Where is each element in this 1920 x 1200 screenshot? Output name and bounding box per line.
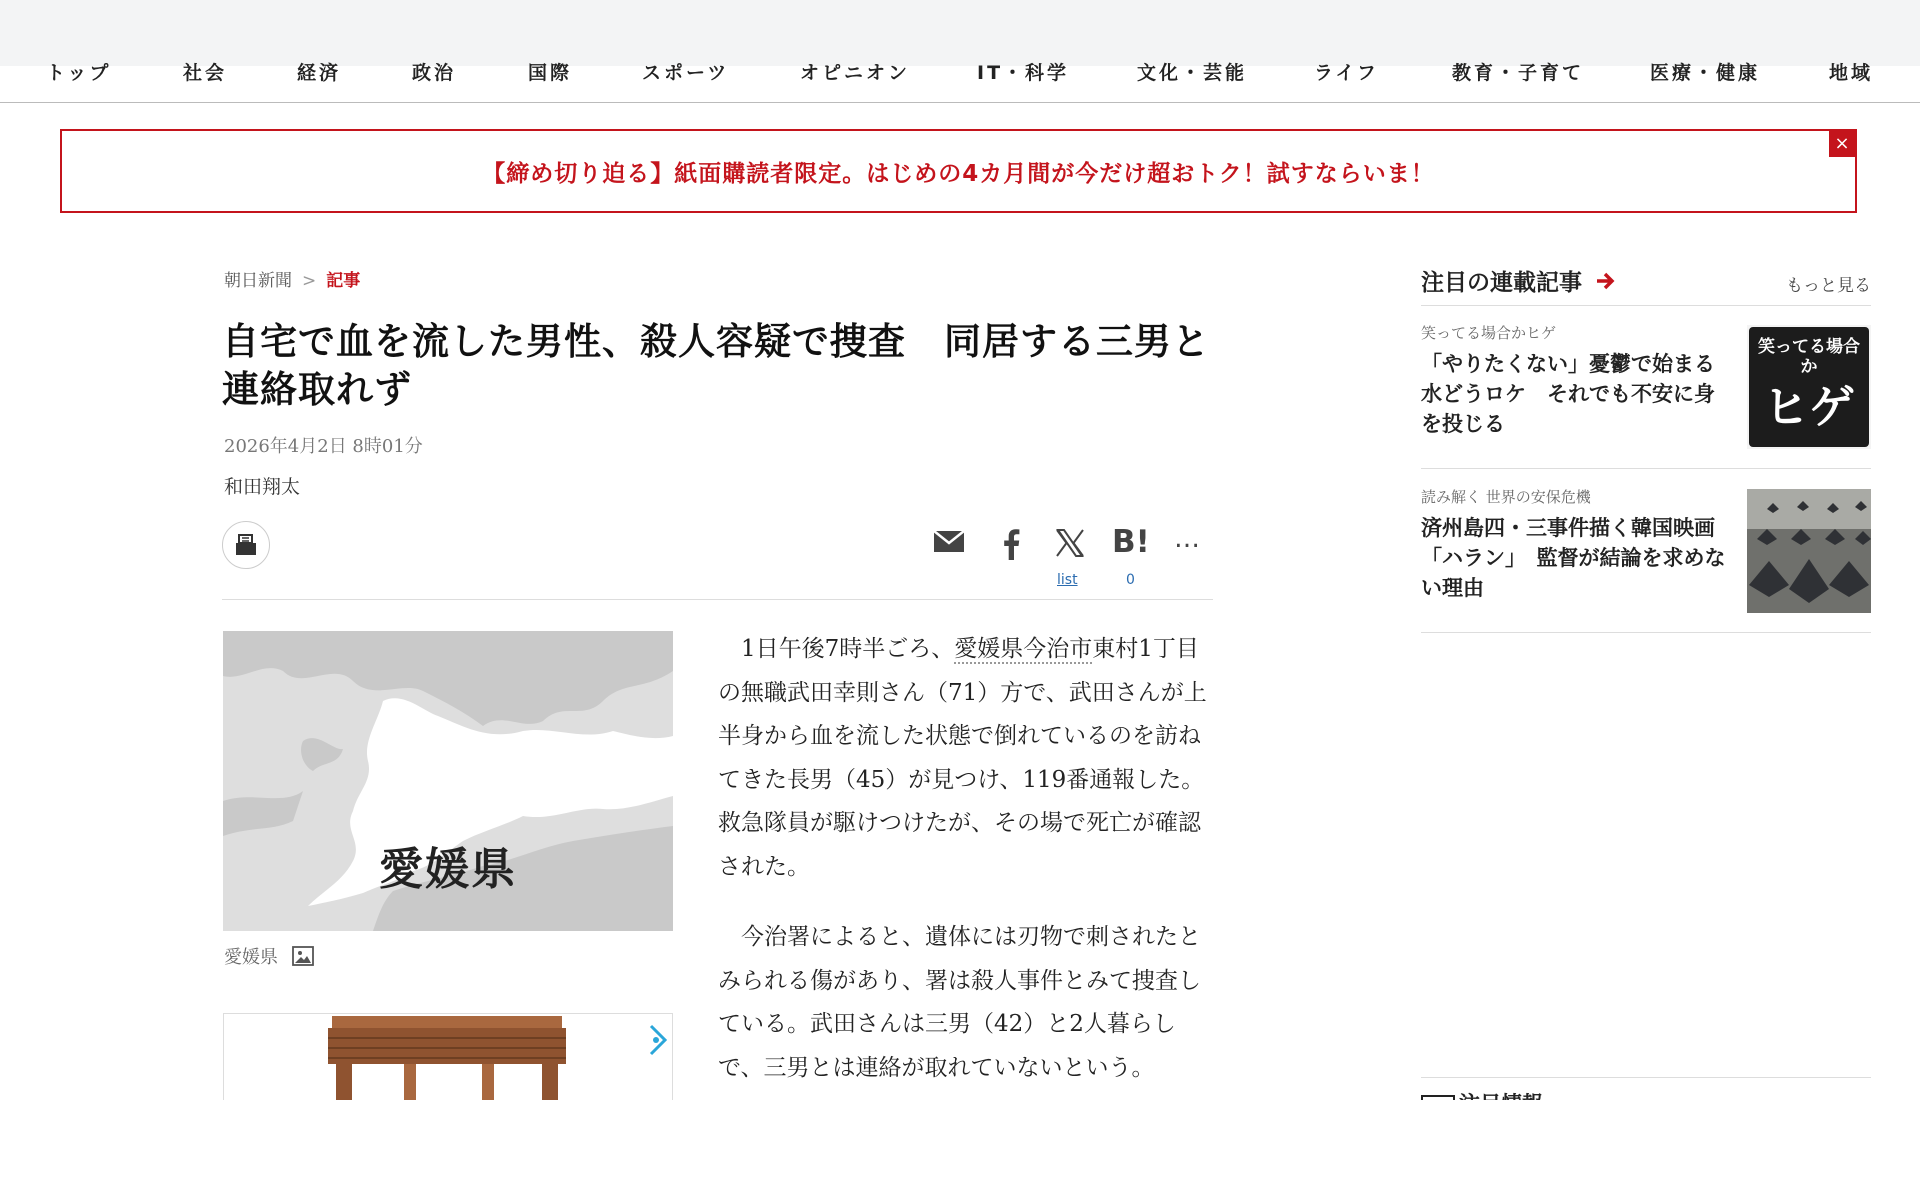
series-thumbnail-1[interactable]	[1747, 325, 1871, 449]
article-title: 自宅で血を流した男性、殺人容疑で捜査 同居する三男と連絡取れず	[222, 320, 1210, 411]
mail-share-button[interactable]	[933, 528, 965, 558]
nav-item-sports[interactable]: スポーツ	[642, 62, 730, 84]
sidebar-divider	[1421, 305, 1871, 306]
nav-item-society[interactable]: 社会	[183, 62, 228, 84]
series-title-2[interactable]: 済州島四・三事件描く韓国映画「ハラン」 監督が結論を求めない理由	[1421, 516, 1726, 600]
article-author[interactable]: 和田翔太	[224, 476, 301, 498]
series-label-1[interactable]: 笑ってる場合かヒゲ	[1421, 324, 1557, 342]
hatena-bookmark-count[interactable]: 0	[1126, 572, 1135, 588]
arrow-right-icon[interactable]	[1594, 270, 1616, 292]
article-body	[718, 628, 1212, 1090]
viewport-bottom-blank	[0, 1100, 1920, 1200]
map-label: 愛媛県	[379, 844, 517, 895]
hatena-bookmark-button[interactable]: B!	[1112, 524, 1150, 560]
breadcrumb-current: 記事	[326, 271, 361, 291]
thumb-text-top: 笑ってる場合か	[1758, 337, 1860, 377]
nav-item-culture[interactable]: 文化・芸能	[1137, 62, 1248, 84]
nav-item-education[interactable]: 教育・子育て	[1452, 62, 1585, 84]
enlarge-image-icon[interactable]	[292, 946, 314, 966]
article-date: 2026年4月2日 8時01分	[224, 436, 423, 457]
mail-icon	[933, 528, 965, 554]
ad-product-image	[224, 1014, 673, 1100]
nav-item-international[interactable]: 国際	[528, 62, 573, 84]
article-paragraph-1	[718, 628, 1212, 889]
toolbar-divider	[222, 599, 1213, 600]
sidebar-divider	[1421, 632, 1871, 633]
figure-caption-text: 愛媛県	[224, 947, 278, 968]
series-title-1[interactable]: 「やりたくない」憂鬱で始まる水どうロケ それでも不安に身を投じる	[1421, 352, 1715, 436]
paragraph-1-text-b: 東村1丁目の無職武田幸則さん（71）方で、武田さんが上半身から血を流した状態で倒れているのを訪ねてきた長男（45）が見つけ、119番通報した。救急隊員が駆けつけたが、その場で死亡が確認された。	[718, 636, 1207, 880]
x-share-list-link[interactable]: list	[1057, 572, 1078, 588]
nav-item-economy[interactable]: 経済	[297, 62, 342, 84]
advertisement[interactable]	[223, 1013, 673, 1100]
facebook-icon	[1001, 528, 1021, 560]
nav-item-health[interactable]: 医療・健康	[1650, 62, 1761, 84]
sidebar-divider	[1421, 468, 1871, 469]
sidebar-more-link[interactable]: もっと見る	[1786, 276, 1871, 296]
fighter-jets-photo	[1747, 489, 1871, 613]
ad-choices-icon[interactable]	[647, 1024, 669, 1056]
promo-text[interactable]: 【締め切り迫る】紙面購読者限定。はじめの4カ月間が今だけ超おトク！試すならいま！	[482, 161, 1435, 187]
nav-item-politics[interactable]: 政治	[412, 62, 457, 84]
more-share-button[interactable]: …	[1174, 524, 1201, 554]
nav-item-opinion[interactable]: オピニオン	[800, 62, 911, 84]
sidebar-heading[interactable]	[1421, 264, 1616, 297]
sidebar-heading-text[interactable]: 注目の連載記事	[1421, 270, 1582, 296]
nav-item-it-science[interactable]: IT・科学	[977, 62, 1070, 84]
series-thumbnail-2[interactable]	[1747, 489, 1871, 613]
print-button[interactable]	[222, 521, 270, 569]
paragraph-1-text-a: 1日午後7時半ごろ、	[741, 636, 955, 662]
x-share-button[interactable]	[1055, 528, 1085, 562]
nav-item-life[interactable]: ライフ	[1314, 62, 1379, 84]
facebook-share-button[interactable]	[1001, 528, 1021, 564]
keyword-link[interactable]: 愛媛県今治市	[954, 636, 1093, 662]
breadcrumb-home[interactable]: 朝日新聞	[224, 271, 292, 291]
global-nav	[0, 60, 1920, 103]
x-logo-icon	[1055, 528, 1085, 558]
breadcrumb-separator: >	[302, 271, 317, 291]
nav-item-region[interactable]: 地域	[1829, 62, 1874, 84]
figure-caption	[224, 943, 314, 969]
thumb-text-bottom: ヒゲ	[1763, 380, 1855, 434]
article-paragraph-2: 今治署によると、遺体には刃物で刺されたとみられる傷があり、署は殺人事件とみて捜査している。武田さんは三男（42）と2人暮らしで、三男とは連絡が取れていないという。	[718, 924, 1201, 1081]
sidebar-divider	[1421, 1077, 1871, 1078]
printer-icon	[222, 521, 270, 569]
series-label-2[interactable]: 読み解く 世界の安保危機	[1421, 488, 1591, 506]
nav-item-top[interactable]: トップ	[46, 62, 112, 84]
promo-banner[interactable]	[60, 129, 1857, 213]
top-header-band	[0, 0, 1920, 66]
article-map-image[interactable]	[223, 631, 673, 931]
breadcrumb	[224, 266, 360, 291]
promo-close-button[interactable]: ×	[1829, 131, 1855, 157]
